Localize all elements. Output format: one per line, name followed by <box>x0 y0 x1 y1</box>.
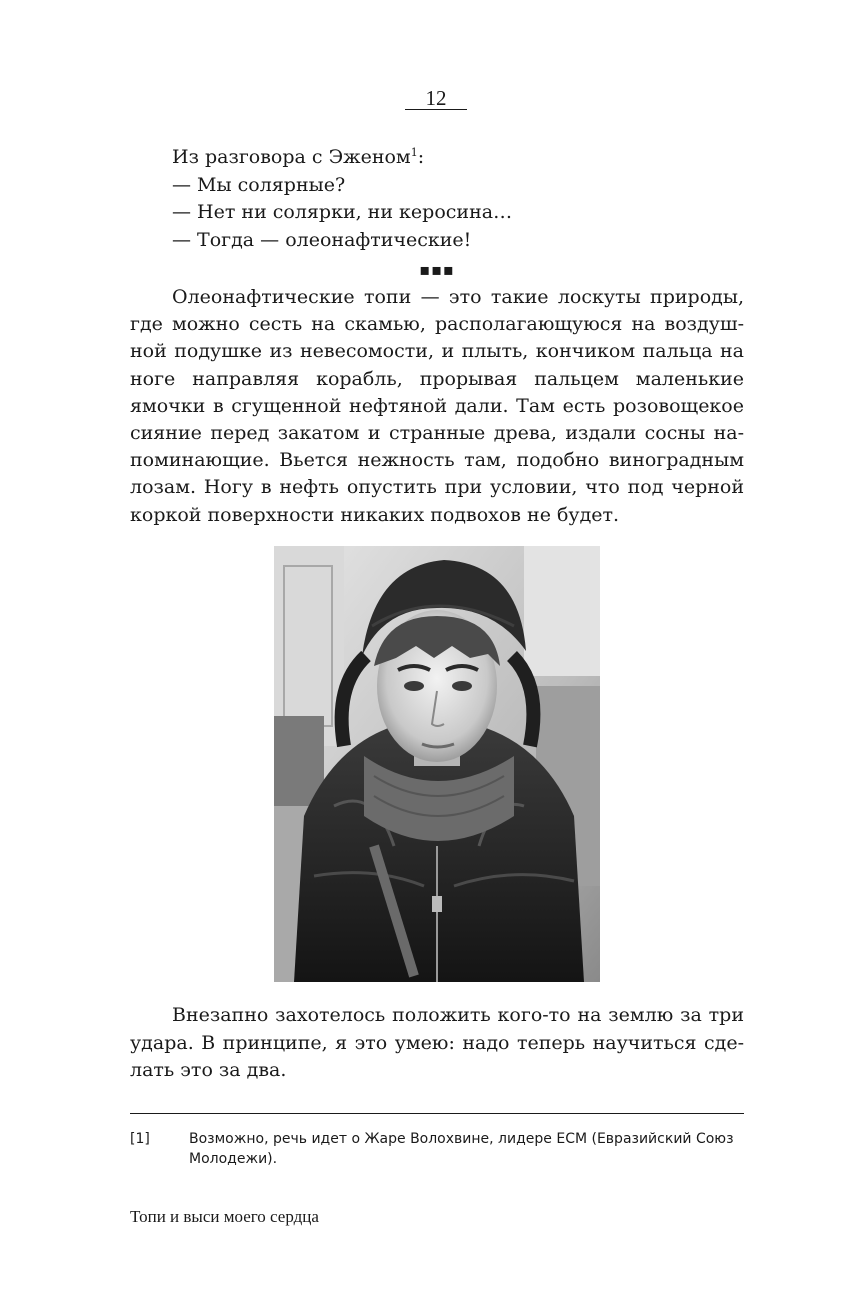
dialogue-line: — Тогда — олеонафтические! <box>172 228 472 251</box>
dialogue-block <box>172 144 732 254</box>
dialogue-intro <box>172 144 732 172</box>
footnote-text: Возможно, речь идет о Жаре Волохвине, лидере ЕСМ (Евразийский Союз Молодежи). <box>189 1131 734 1167</box>
body-paragraph: Олеонафтические топи — это такие лоскуты природы, где можно сесть на скамью, располагающуюся на воздушной подушке из невесомости, и плыть, кончиком пальца на ноге направляя корабль, прорывая пальцем маленькие ямочки в сгущенной нефтяной дали. Там есть розовощекое сияние перед закатом и странные древа, издали сосны напоминающие. Вьется нежность там, подобно виноградным лозам. Ногу в нефть опустить при условии, что под черной коркой поверхности никаких подвохов не будет. <box>130 286 744 526</box>
dialogue-line: — Мы солярные? <box>172 173 346 196</box>
footnote-number: [1] <box>130 1131 150 1147</box>
portrait-photo <box>274 546 600 982</box>
footnote-reference[interactable]: 1 <box>410 146 418 159</box>
running-title: Топи и выси моего сердца <box>130 1207 319 1226</box>
page-number: 12 <box>425 86 447 110</box>
footnote-divider <box>130 1113 744 1114</box>
section-separator: ▪▪▪ <box>419 260 455 279</box>
page-number-underline <box>405 109 467 110</box>
body-paragraph: Внезапно захотелось положить кого-то на землю за три удара. В принципе, я это умею: надо теперь научиться сделать это за два. <box>130 1004 744 1081</box>
dialogue-intro-text: Из разговора с Эженом <box>172 146 411 168</box>
dialogue-line: — Нет ни солярки, ни керосина… <box>172 201 513 223</box>
dialogue-intro-colon: : <box>417 146 425 168</box>
